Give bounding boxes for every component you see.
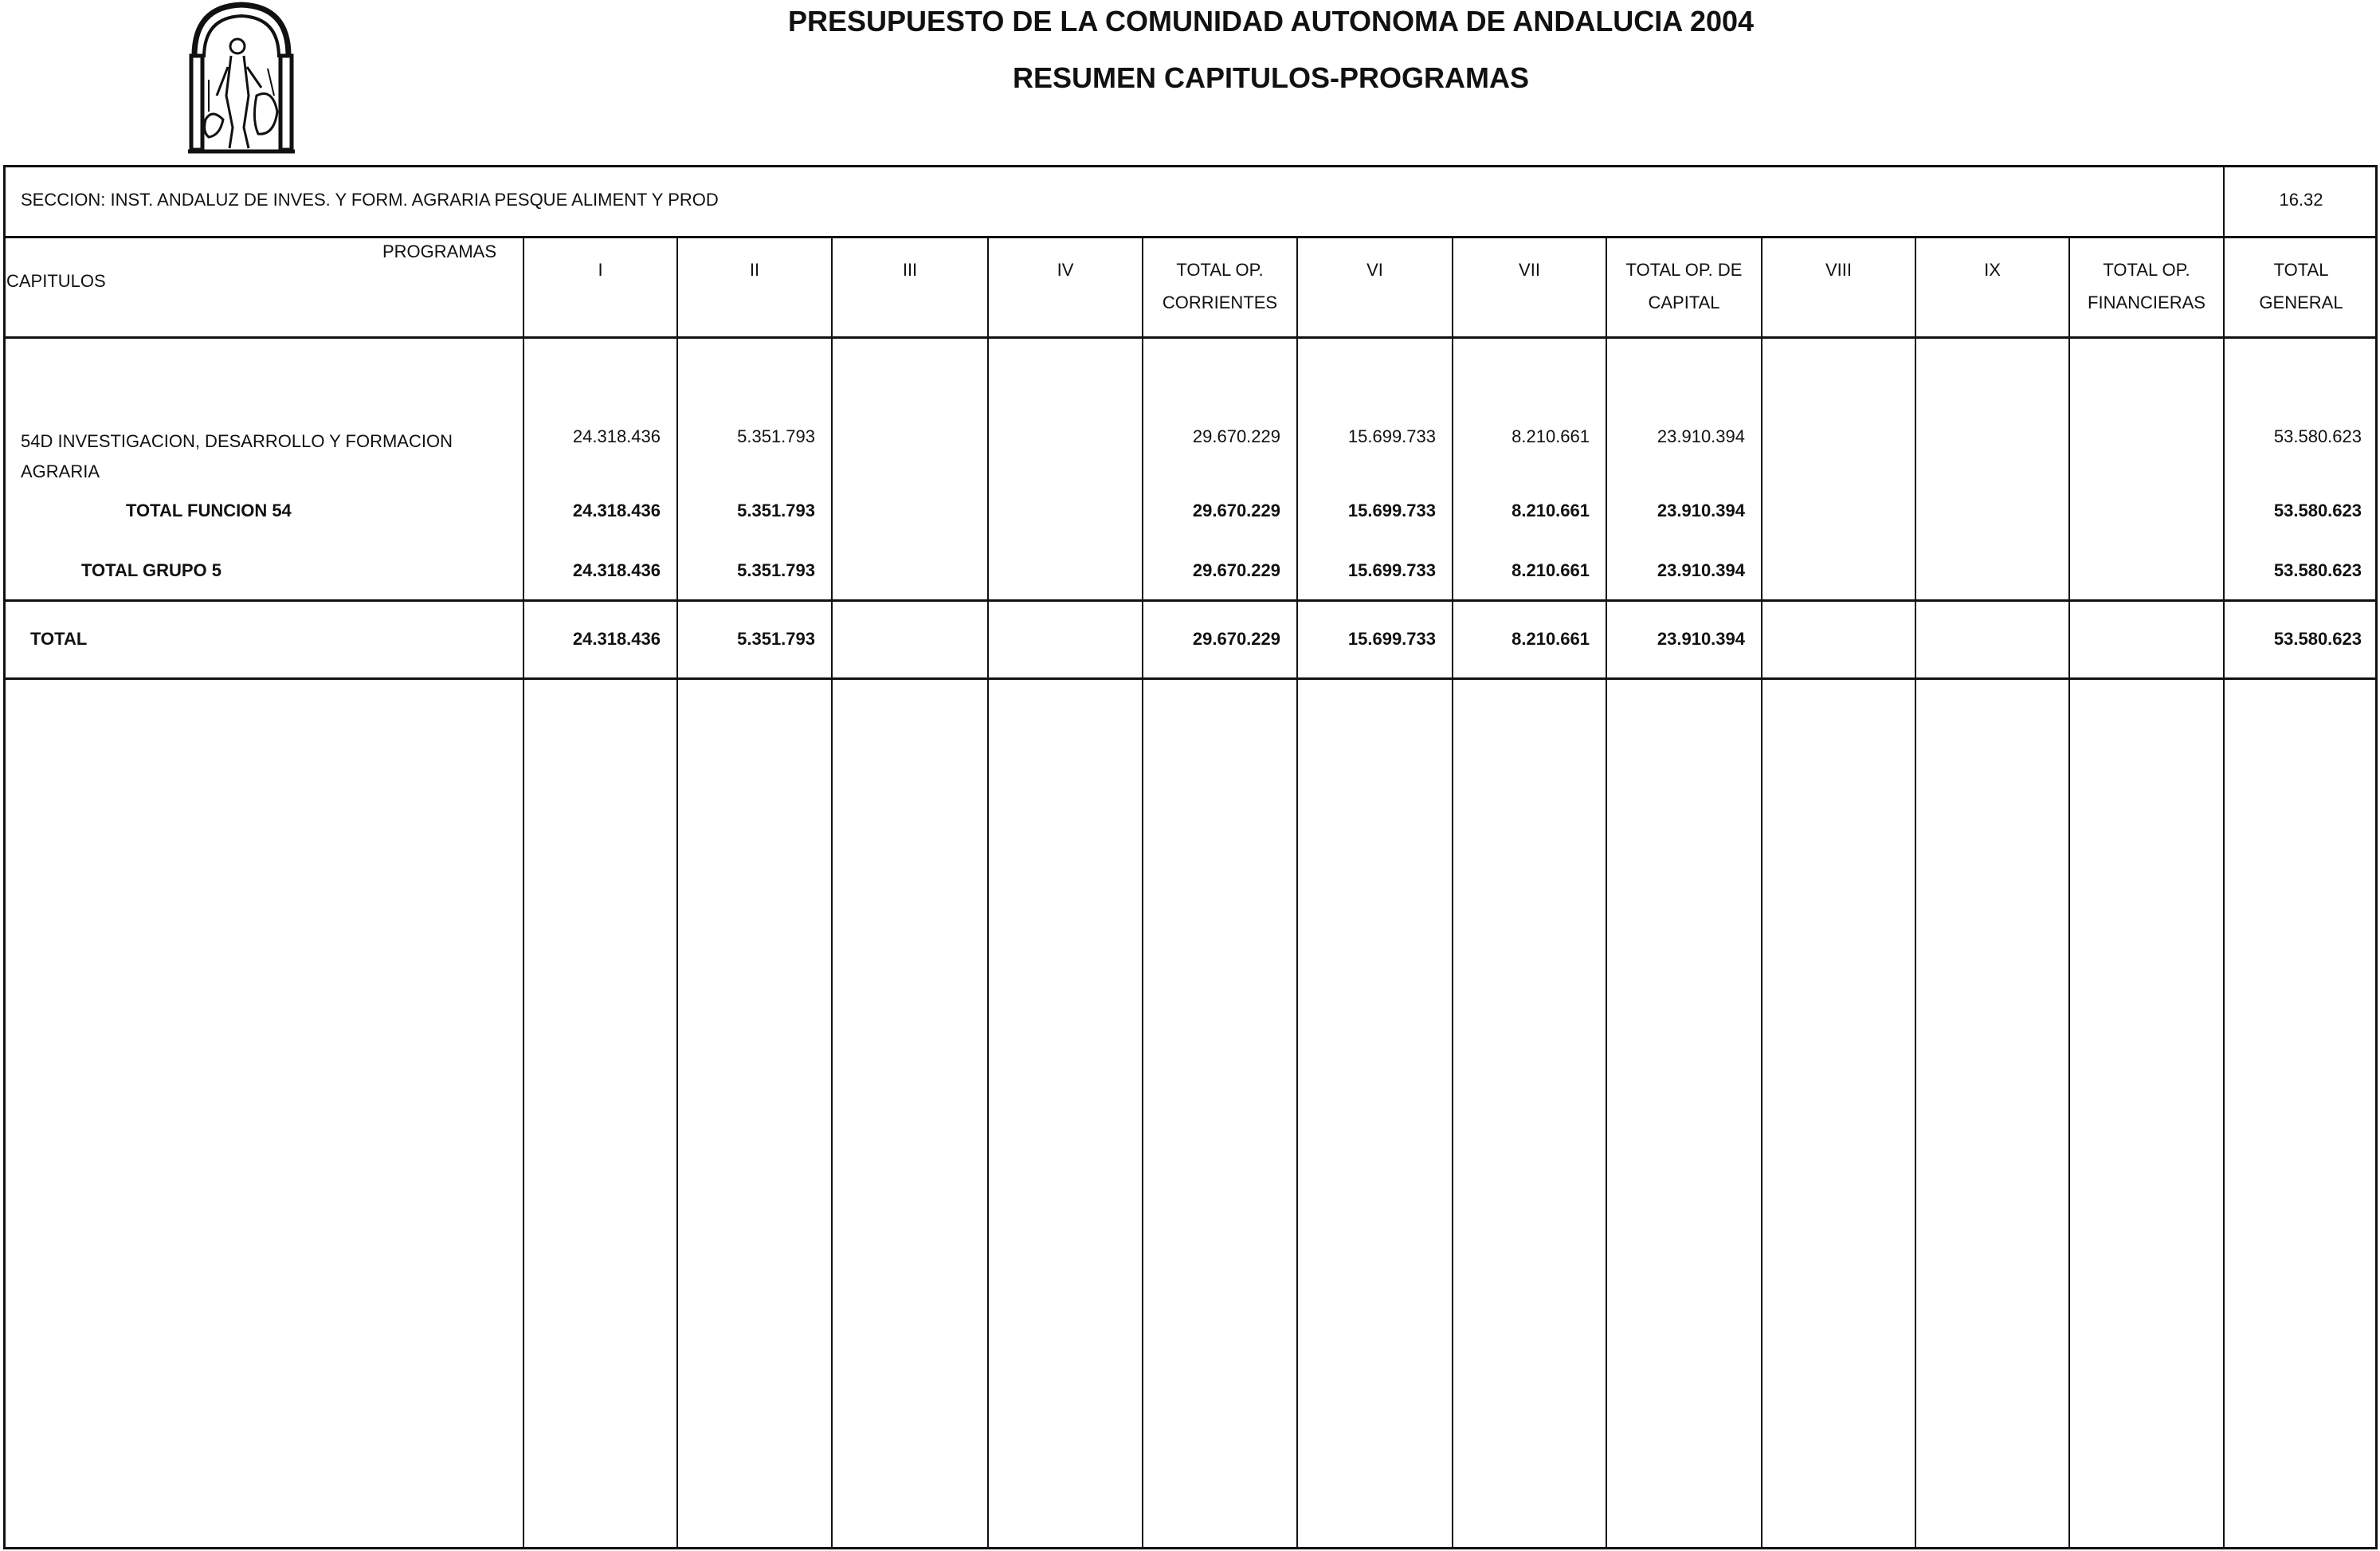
document-subtitle: RESUMEN CAPITULOS-PROGRAMAS <box>1012 61 1530 94</box>
cell-54d-ii: 5.351.793 <box>737 426 815 446</box>
cell-grupo-total-general: 53.580.623 <box>2273 560 2362 580</box>
header-capitulos-label: CAPITULOS <box>6 271 106 291</box>
rule-above-total <box>3 599 2378 602</box>
column-divider <box>1761 238 1762 1549</box>
section-label: SECCION: INST. ANDALUZ DE INVES. Y FORM. AGRARIA PESQUE ALIMENT Y PROD <box>21 190 719 210</box>
col-header-viii: VIII <box>1825 260 1852 280</box>
col-header-total-op-capital: TOTAL OP. DE CAPITAL <box>1625 260 1743 312</box>
col-header-vi: VI <box>1366 260 1383 280</box>
document-title: PRESUPUESTO DE LA COMUNIDAD AUTONOMA DE ANDALUCIA 2004 <box>787 5 1755 37</box>
cell-funcion-ii: 5.351.793 <box>737 501 815 520</box>
cell-funcion-vi: 15.699.733 <box>1347 501 1436 520</box>
cell-total-total-general: 53.580.623 <box>2273 629 2362 649</box>
col-header-ii: II <box>749 260 760 280</box>
row-label-total-grupo-5: TOTAL GRUPO 5 <box>81 560 222 580</box>
column-divider <box>1915 238 1916 1549</box>
cell-total-total-op-capital: 23.910.394 <box>1657 629 1745 649</box>
budget-table <box>3 165 2378 1549</box>
col-header-total-general: TOTAL GENERAL <box>2259 260 2343 312</box>
cell-total-i: 24.318.436 <box>572 629 661 649</box>
cell-funcion-i: 24.318.436 <box>572 501 661 520</box>
col-header-i: I <box>598 260 603 280</box>
column-divider <box>987 238 989 1549</box>
header-programas-label: PROGRAMAS <box>382 241 497 261</box>
col-header-total-op-financieras: TOTAL OP. FINANCIERAS <box>2088 260 2206 312</box>
cell-funcion-total-general: 53.580.623 <box>2273 501 2362 520</box>
section-code: 16.32 <box>2279 190 2323 210</box>
rule-below-section <box>3 236 2378 238</box>
column-divider <box>2068 238 2070 1549</box>
cell-grupo-i: 24.318.436 <box>572 560 661 580</box>
cell-54d-total-op-corrientes: 29.670.229 <box>1192 426 1280 446</box>
cell-grupo-vii: 8.210.661 <box>1512 560 1590 580</box>
cell-54d-total-op-capital: 23.910.394 <box>1657 426 1745 446</box>
cell-funcion-total-op-corrientes: 29.670.229 <box>1192 501 1280 520</box>
cell-funcion-vii: 8.210.661 <box>1512 501 1590 520</box>
col-header-ix: IX <box>1984 260 2001 280</box>
row-label-54d: 54D INVESTIGACION, DESARROLLO Y FORMACION AGRARIA <box>21 431 453 481</box>
cell-total-vi: 15.699.733 <box>1347 629 1436 649</box>
cell-grupo-vi: 15.699.733 <box>1347 560 1436 580</box>
cell-grupo-ii: 5.351.793 <box>737 560 815 580</box>
cell-54d-vi: 15.699.733 <box>1347 426 1436 446</box>
cell-total-ii: 5.351.793 <box>737 629 815 649</box>
cell-grupo-total-op-capital: 23.910.394 <box>1657 560 1745 580</box>
row-label-total: TOTAL <box>30 629 88 649</box>
column-divider <box>831 238 833 1549</box>
col-header-iv: IV <box>1057 260 1074 280</box>
col-header-total-op-corrientes: TOTAL OP. CORRIENTES <box>1162 260 1278 312</box>
cell-grupo-total-op-corrientes: 29.670.229 <box>1192 560 1280 580</box>
row-label-total-funcion-54: TOTAL FUNCION 54 <box>126 501 292 520</box>
cell-funcion-total-op-capital: 23.910.394 <box>1657 501 1745 520</box>
rule-below-header <box>3 336 2378 339</box>
cell-54d-total-general: 53.580.623 <box>2273 426 2362 446</box>
cell-total-total-op-corrientes: 29.670.229 <box>1192 629 1280 649</box>
cell-54d-vii: 8.210.661 <box>1512 426 1590 446</box>
cell-total-vii: 8.210.661 <box>1512 629 1590 649</box>
cell-54d-i: 24.318.436 <box>572 426 661 446</box>
rule-below-total <box>3 677 2378 680</box>
col-header-iii: III <box>902 260 918 280</box>
col-header-vii: VII <box>1519 260 1540 280</box>
